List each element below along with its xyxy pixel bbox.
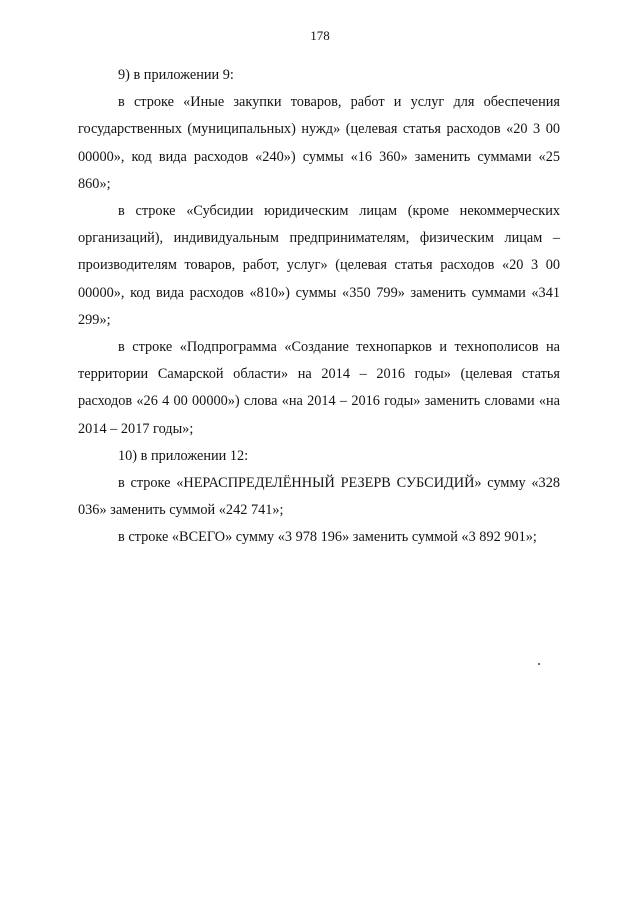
paragraph-subsidies-legal-entities: в строке «Субсидии юридическим лицам (кроме некоммерческих организаций), индивидуальным предпринимателям, физическим лицам – производителям товаров, работ, услуг» (целевая статья расходов «20 3 00 00000», код вида расходов «810») суммы «350 799» заменить суммами «341 299»; <box>78 203 560 328</box>
scan-speck <box>538 663 540 665</box>
page-number: 178 <box>310 28 330 43</box>
paragraph-procurement: в строке «Иные закупки товаров, работ и услуг для обеспечения государственных (муниципальных) нужд» (целевая статья расходов «20 3 00 00000», код вида расходов «240») суммы «16 360» заменить суммами «25 860»; <box>78 94 560 192</box>
section-heading-10: 10) в приложении 12: <box>118 447 249 464</box>
paragraph-total: в строке «ВСЕГО» сумму «3 978 196» заменить суммой «3 892 901»; <box>118 529 537 546</box>
paragraph-technoparks: в строке «Подпрограмма «Создание технопарков и технополисов на территории Самарской области» на 2014 – 2016 годы» (целевая статья расходов «26 4 00 00000») слова «на 2014 – 2016 годы» заменить словами «на 2014 – 2017 годы»; <box>78 339 560 437</box>
paragraph-unallocated-reserve: в строке «НЕРАСПРЕДЕЛЁННЫЙ РЕЗЕРВ СУБСИДИЙ» сумму «328 036» заменить суммой «242 741»; <box>78 475 560 519</box>
document-body <box>78 62 560 552</box>
section-heading-9: 9) в приложении 9: <box>118 67 234 83</box>
